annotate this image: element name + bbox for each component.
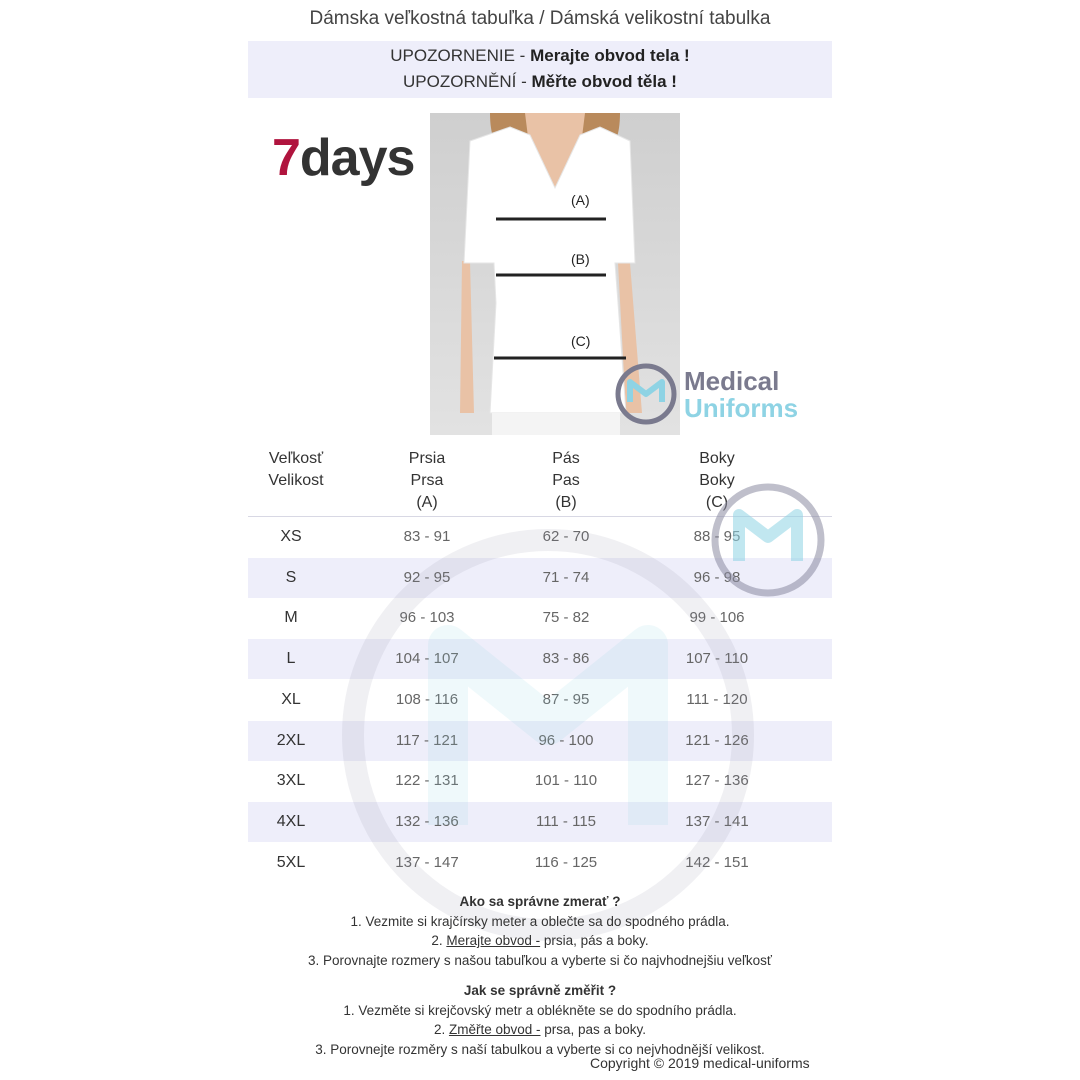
table-cell-chest: 122 - 131 — [395, 772, 459, 790]
header-hips-code: (C) — [705, 494, 729, 511]
warning-cz — [248, 69, 832, 95]
header-divider — [248, 516, 832, 517]
copyright: Copyright © 2019 medical-uniforms — [590, 1055, 810, 1071]
brand-seven: 7 — [272, 129, 300, 187]
table-cell-hips: 127 - 136 — [685, 772, 749, 790]
instructions-sk-step2-prefix: 2. — [431, 933, 447, 949]
header-chest-sk: Prsia — [408, 450, 446, 467]
table-cell-chest: 108 - 116 — [395, 690, 459, 708]
instructions-sk-step2-link: Merajte obvod - — [446, 933, 541, 949]
instructions-sk-heading: Ako sa správne zmerať ? — [459, 894, 621, 909]
table-cell-waist: 75 - 82 — [542, 609, 590, 627]
table-cell-size: 4XL — [276, 812, 306, 830]
brand-logo-7days — [272, 128, 414, 188]
table-cell-waist: 71 - 74 — [542, 568, 590, 586]
table-cell-size: L — [286, 650, 296, 668]
table-cell-chest: 92 - 95 — [403, 568, 451, 586]
warning-sk — [248, 43, 832, 69]
warning-sk-prefix: UPOZORNENIE - — [390, 46, 531, 65]
table-cell-hips: 142 - 151 — [685, 853, 749, 871]
brand-days: days — [299, 129, 415, 187]
table-cell-size: M — [284, 609, 298, 627]
logo-line1: Medical — [684, 366, 780, 396]
page-title: Dámska veľkostná tabuľka / Dámská velikostní tabulka — [309, 8, 771, 29]
header-waist — [516, 448, 616, 514]
instructions-cz-step2-prefix: 2. — [433, 1022, 449, 1038]
table-cell-hips: 121 - 126 — [685, 731, 749, 749]
header-chest — [377, 448, 477, 514]
header-hips-cz: Boky — [699, 472, 735, 489]
table-cell-hips: 99 - 106 — [689, 609, 745, 627]
instructions-cz-step2-link: Změřte obvod - — [448, 1022, 541, 1038]
warning-cz-prefix: UPOZORNĚNÍ - — [403, 72, 532, 91]
label-a: (A) — [571, 192, 590, 208]
header-chest-code: (A) — [416, 494, 438, 511]
header-waist-code: (B) — [555, 494, 577, 511]
instructions-sk-step2 — [0, 931, 1080, 951]
instructions-sk-step1: 1. Vezmite si krajčírsky meter a oblečte sa do spodného prádla. — [350, 913, 730, 929]
instructions-cz-heading: Jak se správně změřit ? — [463, 983, 617, 998]
table-cell-chest: 104 - 107 — [395, 650, 459, 668]
warning-sk-bold: Merajte obvod tela ! — [530, 46, 690, 65]
table-cell-hips: 111 - 120 — [686, 690, 748, 708]
table-cell-waist: 96 - 100 — [538, 731, 594, 749]
instructions-cz-step2 — [0, 1020, 1080, 1040]
table-cell-size: XL — [281, 690, 301, 708]
logo-line2: Uniforms — [684, 393, 799, 423]
header-size-sk: Veľkosť — [268, 450, 324, 467]
table-cell-size: S — [285, 568, 297, 586]
label-b: (B) — [571, 251, 590, 267]
warning-banner — [248, 41, 832, 98]
header-waist-sk: Pás — [552, 450, 580, 467]
mu-emblem-icon — [614, 362, 678, 426]
instructions-sk-step2-rest: prsia, pás a boky. — [540, 933, 649, 949]
table-cell-hips: 137 - 141 — [685, 812, 749, 830]
table-cell-size: XS — [280, 528, 302, 545]
header-chest-cz: Prsa — [410, 472, 444, 489]
header-hips — [667, 448, 767, 514]
header-size — [248, 448, 344, 492]
table-cell-chest: 137 - 147 — [395, 853, 459, 871]
instructions-cz — [0, 981, 1080, 1059]
table-cell-waist: 87 - 95 — [542, 690, 590, 708]
table-cell-chest: 83 - 91 — [403, 528, 451, 545]
table-cell-waist: 101 - 110 — [534, 772, 598, 790]
instructions-sk-step3: 3. Porovnajte rozmery s našou tabuľkou a vyberte si čo najvhodnejšiu veľkosť — [308, 952, 772, 968]
table-cell-size: 3XL — [276, 772, 306, 790]
table-cell-size: 2XL — [276, 731, 306, 749]
header-size-cz: Velikost — [268, 472, 324, 489]
instructions-cz-step3: 3. Porovnejte rozměry s naší tabulkou a vyberte si co nejvhodnější velikost. — [315, 1041, 765, 1057]
header-waist-cz: Pas — [552, 472, 580, 489]
table-cell-hips: 107 - 110 — [685, 650, 749, 668]
table-cell-waist: 111 - 115 — [535, 812, 597, 830]
table-cell-chest: 117 - 121 — [395, 731, 459, 749]
table-cell-waist: 62 - 70 — [542, 528, 590, 545]
instructions-cz-step1: 1. Vezměte si krejčovský metr a oblékněte se do spodního prádla. — [343, 1002, 737, 1018]
label-c: (C) — [571, 333, 591, 349]
instructions-sk — [0, 892, 1080, 970]
table-cell-hips: 96 - 98 — [693, 568, 741, 586]
table-cell-hips: 88 - 95 — [693, 528, 741, 545]
table-cell-chest: 96 - 103 — [399, 609, 455, 627]
table-cell-waist: 116 - 125 — [534, 853, 598, 871]
table-cell-size: 5XL — [276, 853, 306, 871]
instructions-cz-step2-rest: prsa, pas a boky. — [540, 1022, 647, 1038]
table-cell-waist: 83 - 86 — [542, 650, 590, 668]
header-hips-sk: Boky — [699, 450, 735, 467]
medical-uniforms-logo — [614, 362, 834, 426]
table-cell-chest: 132 - 136 — [395, 812, 459, 830]
warning-cz-bold: Měřte obvod těla ! — [531, 72, 677, 91]
